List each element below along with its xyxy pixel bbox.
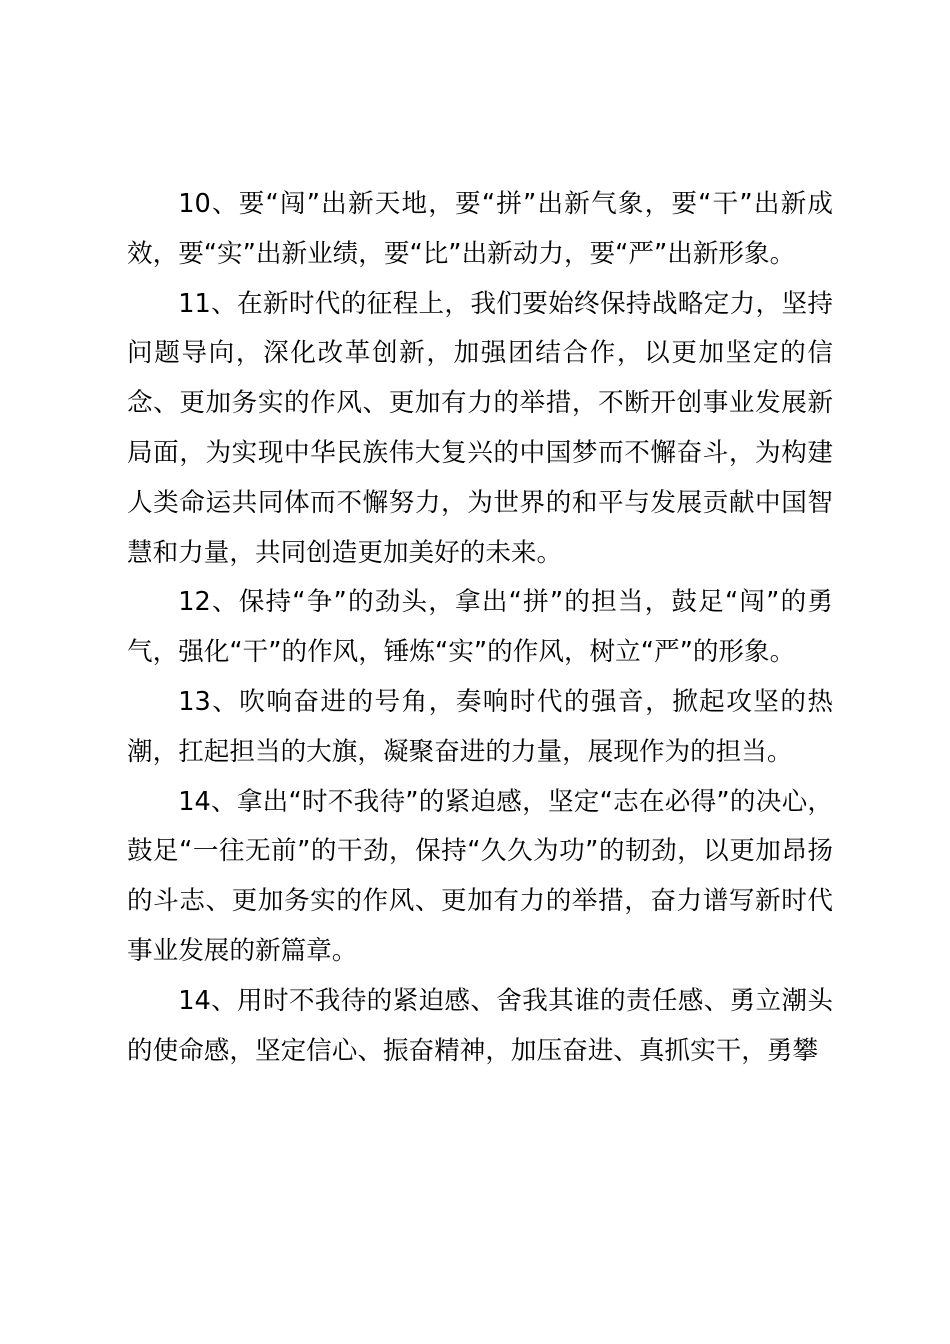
document-body [127, 180, 833, 1076]
paragraph-14b: 14、用时不我待的紧迫感、舍我其谁的责任感、勇立潮头的使命感，坚定信心、振奋精神，加压奋进、真抓实干，勇攀 [127, 985, 833, 1066]
paragraph-13: 13、吹响奋进的号角，奏响时代的强音，掀起攻坚的热潮，扛起担当的大旗，凝聚奋进的力量，展现作为的担当。 [127, 686, 833, 767]
paragraph-12: 12、保持“争”的劲头，拿出“拼”的担当，鼓足“闯”的勇气，强化“干”的作风，锤炼“实”的作风，树立“严”的形象。 [127, 587, 833, 668]
paragraph-11: 11、在新时代的征程上，我们要始终保持战略定力，坚持问题导向，深化改革创新，加强团结合作，以更加坚定的信念、更加务实的作风、更加有力的举措，不断开创事业发展新局面，为实现中华民族伟大复兴的中国梦而不懈奋斗，为构建人类命运共同体而不懈努力，为世界的和平与发展贡献中国智慧和力量，共同创造更加美好的未来。 [127, 288, 833, 568]
paragraph-14a: 14、拿出“时不我待”的紧迫感，坚定“志在必得”的决心，鼓足“一往无前”的干劲，保持“久久为功”的韧劲，以更加昂扬的斗志、更加务实的作风、更加有力的举措，奋力谱写新时代事业发展的新篇章。 [127, 786, 833, 966]
paragraph-10: 10、要“闯”出新天地，要“拼”出新气象，要“干”出新成效，要“实”出新业绩，要“比”出新动力，要“严”出新形象。 [127, 189, 833, 269]
